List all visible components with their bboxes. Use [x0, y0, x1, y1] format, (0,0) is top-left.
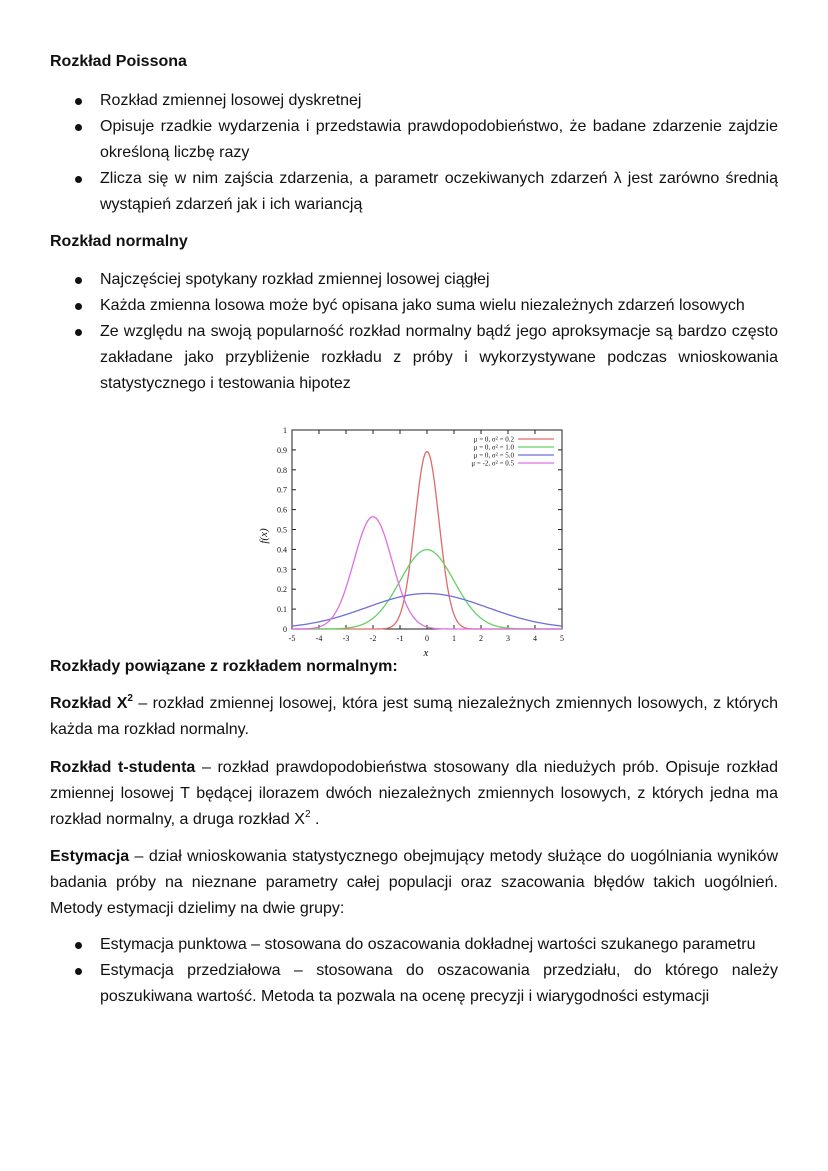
- poisson-heading: Rozkład Poissona: [50, 53, 187, 70]
- y-tick-label: 0.9: [277, 445, 287, 455]
- x-tick-label: 5: [560, 634, 564, 643]
- y-tick-label: 0: [283, 625, 287, 634]
- x-tick-label: -4: [315, 634, 323, 643]
- t-student-paragraph: [50, 755, 778, 833]
- x-tick-label: 4: [533, 634, 537, 643]
- t-student-text: – rozkład prawdopodobieństwa stosowany dla niedużych prób. Opisuje rozkład zmiennej losowej T będącej ilorazem dwóch niezależnych zmiennych losowych, z których jedna ma rozkład normalny, a druga rozkład X: [50, 759, 778, 828]
- x-tick-label: -3: [342, 634, 350, 643]
- list-item: Estymacja punktowa – stosowana do oszacowania dokładnej wartości szukanego parametru: [50, 932, 778, 958]
- y-tick-label: 0.3: [277, 565, 287, 575]
- normal-list: [50, 267, 778, 397]
- series-line: [292, 517, 562, 629]
- y-axis-label: f(x): [258, 528, 270, 544]
- legend-entry-label: μ = 0, σ² = 5.0: [473, 451, 514, 460]
- x-tick-label: -1: [396, 634, 404, 643]
- chi-square-paragraph: [50, 691, 778, 743]
- t-student-term: Rozkład t-studenta: [50, 759, 196, 776]
- estimation-text: – dział wnioskowania statystycznego obejmujący metody służące do uogólniania wyników badania próby na nieznane parametry całej populacji oraz szacowania błędów takich uogólnień. Metody estymacji dzielimy na dwie grupy:: [50, 848, 778, 917]
- chi-square-sup: 2: [127, 693, 133, 704]
- poisson-list: [50, 88, 778, 218]
- y-tick-label: 0.1: [277, 605, 287, 615]
- x-tick-label: -2: [369, 634, 377, 643]
- series-line: [292, 594, 562, 627]
- estimation-list: [50, 932, 778, 1010]
- list-item: Zlicza się w nim zajścia zdarzenia, a parametr oczekiwanych zdarzeń λ jest zarówno średnią wystąpień zdarzeń jak i ich wariancją: [50, 166, 778, 218]
- legend-entry-label: μ = 0, σ² = 1.0: [473, 443, 514, 452]
- estimation-term: Estymacja: [50, 848, 130, 865]
- x-tick-label: 3: [506, 634, 510, 643]
- t-student-sup: 2: [304, 809, 311, 820]
- list-item: Ze względu na swoją popularność rozkład normalny bądź jego aproksymacje są bardzo często zakładane jako przybliżenie rozkładu z próby i wykorzystywane podczas wnioskowania statystycznego i testowania hipotez: [50, 319, 778, 397]
- y-tick-label: 1: [283, 426, 287, 435]
- t-student-end: .: [310, 811, 320, 828]
- x-tick-label: 0: [425, 634, 429, 643]
- related-heading: Rozkłady powiązane z rozkładem normalnym:: [50, 658, 398, 675]
- y-tick-label: 0.2: [277, 585, 287, 595]
- x-tick-label: 2: [479, 634, 483, 643]
- list-item: Rozkład zmiennej losowej dyskretnej: [50, 88, 778, 114]
- legend-entry-label: μ = 0, σ² = 0.2: [473, 435, 514, 444]
- plot-frame: [292, 430, 562, 629]
- x-tick-label: -5: [288, 634, 296, 643]
- chi-square-term: Rozkład X: [50, 695, 128, 712]
- y-tick-label: 0.7: [277, 485, 287, 495]
- y-tick-label: 0.8: [277, 465, 287, 475]
- list-item: Każda zmienna losowa może być opisana jako suma wielu niezależnych zdarzeń losowych: [50, 293, 778, 319]
- series-line: [292, 451, 562, 629]
- list-item: Estymacja przedziałowa – stosowana do oszacowania przedziału, do którego należy poszukiwana wartość. Metoda ta pozwala na ocenę precyzji i wiarygodności estymacji: [50, 958, 778, 1010]
- y-tick-label: 0.4: [277, 545, 287, 555]
- normal-distribution-chart: [252, 424, 574, 660]
- x-tick-label: 1: [452, 634, 456, 643]
- y-tick-label: 0.6: [277, 505, 287, 515]
- y-tick-label: 0.5: [277, 525, 287, 535]
- x-axis-label: x: [423, 647, 429, 659]
- list-item: Najczęściej spotykany rozkład zmiennej losowej ciągłej: [50, 267, 778, 293]
- list-item: Opisuje rzadkie wydarzenia i przedstawia prawdopodobieństwo, że badane zdarzenie zajdzie określoną liczbę razy: [50, 114, 778, 166]
- legend-entry-label: μ = -2, σ² = 0.5: [471, 459, 514, 468]
- estimation-paragraph: [50, 844, 778, 922]
- normal-heading: Rozkład normalny: [50, 233, 188, 250]
- chi-square-text: – rozkład zmiennej losowej, która jest sumą niezależnych zmiennych losowych, z których każda ma rozkład normalny.: [50, 695, 779, 738]
